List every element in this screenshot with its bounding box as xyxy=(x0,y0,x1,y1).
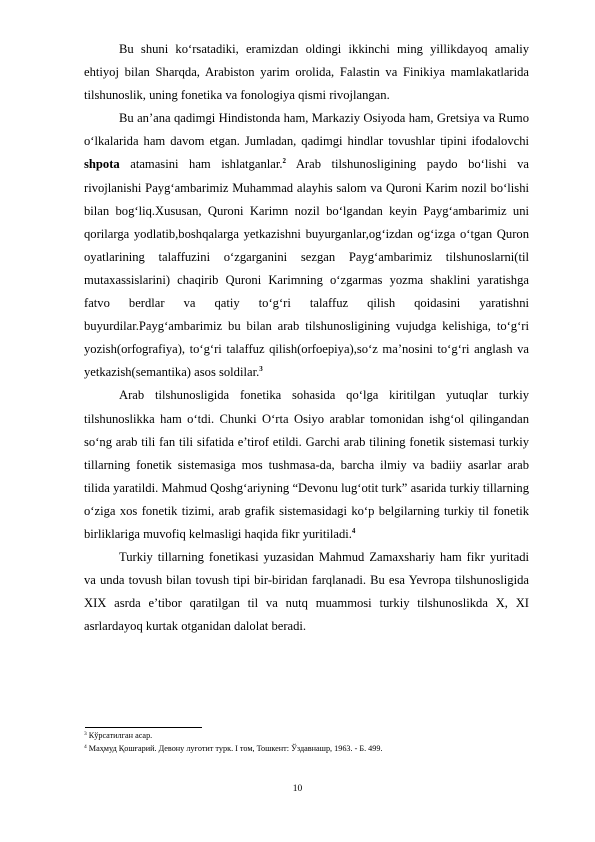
paragraph-3-text: Arab tilshunosligida fonetika sohasida qo‘lga kiritilgan yutuqlar turkiy tilshunoslikka ham o‘tdi. Chunki O‘rta Osiyo arablar tomonidan ishg‘ol qilingandan so‘ng arab tili fan tili sifatida e’tirof etildi. Garchi arab tilining fonetik sistemasi turkiy tillarning fonetik sistemasiga mos tushmasa-da, barcha ilmiy va badiiy asarlar arab tilida yaratildi. Mahmud Qoshg‘ariyning “Devonu lug‘otit turk” asarida turkiy tillarning o‘ziga xos fonetik tizimi, arab grafik sistemasidagi ko‘p belgilarning turkiy til fonetik birliklariga muvofiq kelmasligi haqida fikr yuritiladi. xyxy=(84,388,529,541)
footnotes xyxy=(84,729,529,755)
paragraph-2-text-end: Arab tilshunosligining paydo bo‘lishi va rivojlanishi Payg‘ambarimiz Muhammad alayhis salom va Quroni Karim nozil bo‘lishi bilan bog‘liq.Xususan, Quroni Karimn nozil bo‘lgandan keyin Payg‘ambarimiz uni qorilarga yodlatib,boshqalarga yetkazishni buyurganlar,og‘izdan og‘izga o‘tgan Quron oyatlarining talaffuzini o‘zgarganini sezgan Payg‘ambarimiz tilshunoslarni(til mutaxassislarini) chaqirib Quroni Karimning o‘zgarmas yozma shaklini yaratishga fatvo berdlar va qatiy to‘g‘ri talaffuz qilish qoidasini yaratishni buyurdilar.Payg‘ambarimiz bu bilan arab tilshunosligining vujudga kelishiga, to‘g‘ri yozish(orfografiya), to‘g‘ri talaffuz qilish(orfoepiya),so‘z ma’nosini to‘g‘ri anglash va yetkazish(semantika) asos soldilar. xyxy=(84,157,529,380)
page-number: 10 xyxy=(292,784,303,794)
body-text xyxy=(84,38,529,638)
footnote-3 xyxy=(84,729,529,742)
paragraph-1-text: Bu shuni ko‘rsatadiki, eramizdan oldingi ikkinchi ming yillikdayoq amaliy ehtiyoj bilan Sharqda, Arabiston yarim orolida, Falastin va Finikiya mamlakatlarida tilshunoslik, uning fonetika va fonologiya qismi rivojlangan. xyxy=(84,42,529,103)
paragraph-3 xyxy=(84,384,529,546)
footnote-4 xyxy=(84,742,529,755)
footnote-divider xyxy=(85,727,202,728)
footnote-ref-2: 2 xyxy=(282,157,286,166)
paragraph-4 xyxy=(84,546,529,638)
footnote-text: Маҳмуд Қошғарий. Девону луғотит турк. I том, Тошкент: Ўздавнашр, 1963. - Б. 499. xyxy=(86,744,383,753)
paragraph-2 xyxy=(84,107,529,384)
paragraph-2-text-mid: atamasini ham ishlatganlar. xyxy=(119,157,283,172)
paragraph-4-text: Turkiy tillarning fonetikasi yuzasidan Mahmud Zamaxshariy ham fikr yuritadi va unda tovush bilan tovush tipi bir-biridan farqlanadi. Bu esa Yevropa tilshunosligida XIX asrda e’tibor qaratilgan til va nutq muammosi turkiy tilshunoslikda X, XI asrlardayoq kurtak otganidan dalolat beradi. xyxy=(84,550,529,634)
paragraph-1 xyxy=(84,38,529,107)
paragraph-2-text-start: Bu an’ana qadimgi Hindistonda ham, Markaziy Osiyoda ham, Gretsiya va Rumo o‘lkalarida ham davom etgan. Jumladan, qadimgi hindlar tovushlar tipini ifodalovchi xyxy=(84,111,529,149)
footnote-ref-3: 3 xyxy=(259,365,263,374)
term-shpota: shpota xyxy=(84,157,120,172)
footnote-mark: 3 xyxy=(84,731,87,737)
footnote-mark: 4 xyxy=(84,744,87,750)
footnote-ref-4: 4 xyxy=(351,526,356,535)
footnote-text: Кўрсатилган асар. xyxy=(86,731,153,740)
